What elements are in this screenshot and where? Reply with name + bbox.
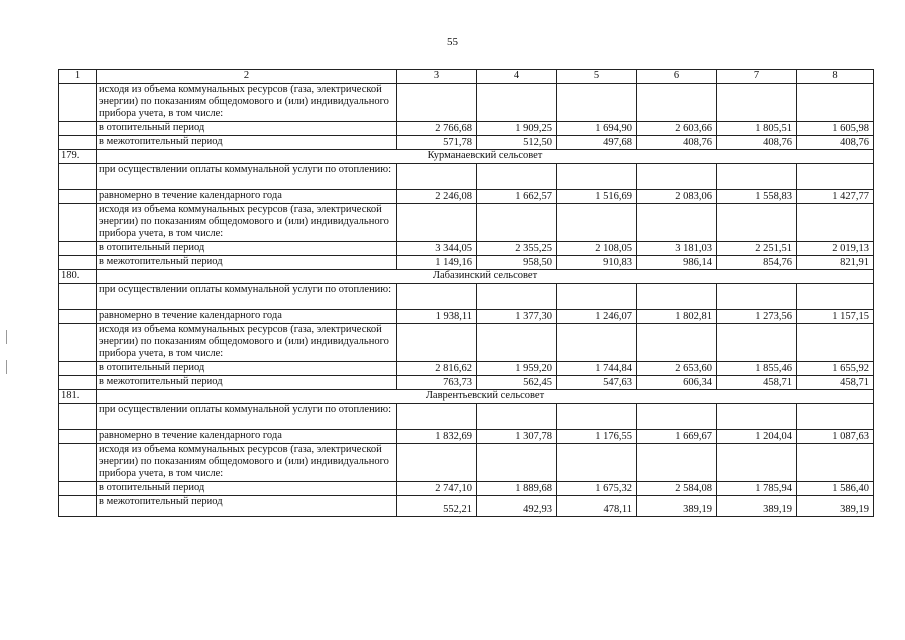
row-label: равномерно в течение календарного года xyxy=(97,430,397,444)
value-cell xyxy=(397,84,477,122)
value-cell: 1 889,68 xyxy=(477,482,557,496)
value-cell: 1 855,46 xyxy=(717,362,797,376)
section-row xyxy=(59,270,874,284)
table-row xyxy=(59,404,874,430)
value-cell xyxy=(397,404,477,430)
column-header: 2 xyxy=(97,70,397,84)
value-cell xyxy=(557,284,637,310)
value-cell: 1 675,32 xyxy=(557,482,637,496)
row-label: при осуществлении оплаты коммунальной услуги по отоплению: xyxy=(97,404,397,430)
value-cell: 1 157,15 xyxy=(797,310,874,324)
row-label: при осуществлении оплаты коммунальной услуги по отоплению: xyxy=(97,164,397,190)
table-row xyxy=(59,324,874,362)
value-cell: 1 805,51 xyxy=(717,122,797,136)
table-row xyxy=(59,284,874,310)
value-cell xyxy=(717,164,797,190)
table-row xyxy=(59,310,874,324)
row-number-cell xyxy=(59,122,97,136)
value-cell: 1 307,78 xyxy=(477,430,557,444)
value-cell xyxy=(477,84,557,122)
value-cell xyxy=(557,404,637,430)
value-cell xyxy=(797,204,874,242)
value-cell: 1 655,92 xyxy=(797,362,874,376)
table-row xyxy=(59,496,874,517)
row-number-cell xyxy=(59,190,97,204)
value-cell: 1 605,98 xyxy=(797,122,874,136)
value-cell xyxy=(557,164,637,190)
value-cell xyxy=(637,84,717,122)
value-cell: 1 832,69 xyxy=(397,430,477,444)
value-cell: 1 909,25 xyxy=(477,122,557,136)
table-row xyxy=(59,444,874,482)
value-cell: 408,76 xyxy=(717,136,797,150)
section-number: 181. xyxy=(59,390,97,404)
value-cell: 2 766,68 xyxy=(397,122,477,136)
row-number-cell xyxy=(59,136,97,150)
value-cell: 571,78 xyxy=(397,136,477,150)
value-cell: 986,14 xyxy=(637,256,717,270)
value-cell: 2 108,05 xyxy=(557,242,637,256)
row-number-cell xyxy=(59,362,97,376)
value-cell xyxy=(637,324,717,362)
value-cell: 458,71 xyxy=(717,376,797,390)
section-row xyxy=(59,390,874,404)
row-label: в межотопительный период xyxy=(97,496,397,517)
value-cell: 763,73 xyxy=(397,376,477,390)
value-cell: 1 694,90 xyxy=(557,122,637,136)
value-cell xyxy=(717,324,797,362)
value-cell xyxy=(637,164,717,190)
row-label: в межотопительный период xyxy=(97,256,397,270)
value-cell: 1 802,81 xyxy=(637,310,717,324)
value-cell: 478,11 xyxy=(557,496,637,517)
value-cell: 1 662,57 xyxy=(477,190,557,204)
table-row xyxy=(59,204,874,242)
value-cell: 3 181,03 xyxy=(637,242,717,256)
value-cell xyxy=(557,204,637,242)
value-cell xyxy=(477,444,557,482)
value-cell: 1 669,67 xyxy=(637,430,717,444)
value-cell: 2 584,08 xyxy=(637,482,717,496)
column-header: 6 xyxy=(637,70,717,84)
row-number-cell xyxy=(59,242,97,256)
tariff-table xyxy=(58,69,874,517)
value-cell: 854,76 xyxy=(717,256,797,270)
table-row xyxy=(59,430,874,444)
value-cell: 2 246,08 xyxy=(397,190,477,204)
section-title: Лабазинский сельсовет xyxy=(97,270,874,284)
table-row xyxy=(59,362,874,376)
value-cell: 2 653,60 xyxy=(637,362,717,376)
value-cell: 552,21 xyxy=(397,496,477,517)
row-label: исходя из объема коммунальных ресурсов (газа, электрической энергии) по показаниям общедомового и (или) индивидуального прибора учета, в том числе: xyxy=(97,444,397,482)
value-cell: 1 516,69 xyxy=(557,190,637,204)
value-cell: 1 176,55 xyxy=(557,430,637,444)
section-row xyxy=(59,150,874,164)
value-cell: 1 087,63 xyxy=(797,430,874,444)
page-number: 55 xyxy=(447,36,458,48)
margin-mark xyxy=(6,360,7,374)
value-cell xyxy=(717,284,797,310)
row-label: равномерно в течение календарного года xyxy=(97,190,397,204)
row-number-cell xyxy=(59,310,97,324)
value-cell xyxy=(397,284,477,310)
row-label: в межотопительный период xyxy=(97,376,397,390)
value-cell xyxy=(477,404,557,430)
row-number-cell xyxy=(59,404,97,430)
row-number-cell xyxy=(59,164,97,190)
value-cell xyxy=(797,444,874,482)
value-cell: 1 785,94 xyxy=(717,482,797,496)
value-cell xyxy=(477,324,557,362)
value-cell: 492,93 xyxy=(477,496,557,517)
row-number-cell xyxy=(59,444,97,482)
value-cell xyxy=(717,404,797,430)
value-cell: 3 344,05 xyxy=(397,242,477,256)
row-number-cell xyxy=(59,84,97,122)
value-cell: 389,19 xyxy=(797,496,874,517)
value-cell: 408,76 xyxy=(637,136,717,150)
value-cell: 958,50 xyxy=(477,256,557,270)
section-title: Лаврентьевский сельсовет xyxy=(97,390,874,404)
value-cell xyxy=(557,444,637,482)
table-row xyxy=(59,190,874,204)
row-number-cell xyxy=(59,430,97,444)
value-cell: 1 744,84 xyxy=(557,362,637,376)
value-cell xyxy=(637,404,717,430)
table-body xyxy=(59,84,874,517)
table-row xyxy=(59,256,874,270)
value-cell: 389,19 xyxy=(637,496,717,517)
value-cell xyxy=(557,84,637,122)
row-number-cell xyxy=(59,324,97,362)
value-cell xyxy=(797,284,874,310)
value-cell: 2 603,66 xyxy=(637,122,717,136)
value-cell xyxy=(797,404,874,430)
section-number: 179. xyxy=(59,150,97,164)
value-cell: 1 246,07 xyxy=(557,310,637,324)
column-header: 1 xyxy=(59,70,97,84)
column-header: 5 xyxy=(557,70,637,84)
row-label: исходя из объема коммунальных ресурсов (газа, электрической энергии) по показаниям общедомового и (или) индивидуального прибора учета, в том числе: xyxy=(97,84,397,122)
value-cell: 408,76 xyxy=(797,136,874,150)
row-number-cell xyxy=(59,376,97,390)
value-cell xyxy=(477,204,557,242)
value-cell: 2 816,62 xyxy=(397,362,477,376)
value-cell: 512,50 xyxy=(477,136,557,150)
table-row xyxy=(59,136,874,150)
table-row xyxy=(59,164,874,190)
table-row xyxy=(59,482,874,496)
column-header-row xyxy=(59,70,874,84)
row-label: в межотопительный период xyxy=(97,136,397,150)
value-cell: 1 204,04 xyxy=(717,430,797,444)
column-header: 3 xyxy=(397,70,477,84)
value-cell xyxy=(637,204,717,242)
value-cell xyxy=(397,324,477,362)
table-row xyxy=(59,84,874,122)
value-cell xyxy=(637,284,717,310)
value-cell xyxy=(797,324,874,362)
value-cell: 606,34 xyxy=(637,376,717,390)
value-cell: 2 747,10 xyxy=(397,482,477,496)
row-label: исходя из объема коммунальных ресурсов (газа, электрической энергии) по показаниям общедомового и (или) индивидуального прибора учета, в том числе: xyxy=(97,324,397,362)
row-label: равномерно в течение календарного года xyxy=(97,310,397,324)
value-cell: 547,63 xyxy=(557,376,637,390)
value-cell: 497,68 xyxy=(557,136,637,150)
column-header: 4 xyxy=(477,70,557,84)
row-label: в отопительный период xyxy=(97,362,397,376)
value-cell xyxy=(717,444,797,482)
value-cell: 562,45 xyxy=(477,376,557,390)
value-cell xyxy=(397,204,477,242)
value-cell: 1 558,83 xyxy=(717,190,797,204)
value-cell: 2 019,13 xyxy=(797,242,874,256)
value-cell: 1 273,56 xyxy=(717,310,797,324)
table-row xyxy=(59,242,874,256)
row-number-cell xyxy=(59,496,97,517)
row-label: при осуществлении оплаты коммунальной услуги по отоплению: xyxy=(97,284,397,310)
value-cell: 2 355,25 xyxy=(477,242,557,256)
row-label: в отопительный период xyxy=(97,482,397,496)
value-cell: 821,91 xyxy=(797,256,874,270)
row-label: исходя из объема коммунальных ресурсов (газа, электрической энергии) по показаниям общедомового и (или) индивидуального прибора учета, в том числе: xyxy=(97,204,397,242)
margin-mark xyxy=(6,330,7,344)
value-cell xyxy=(717,84,797,122)
value-cell: 1 427,77 xyxy=(797,190,874,204)
value-cell xyxy=(477,284,557,310)
value-cell xyxy=(637,444,717,482)
value-cell xyxy=(397,444,477,482)
row-number-cell xyxy=(59,256,97,270)
table-row xyxy=(59,122,874,136)
row-label: в отопительный период xyxy=(97,242,397,256)
value-cell xyxy=(717,204,797,242)
row-number-cell xyxy=(59,284,97,310)
value-cell xyxy=(797,164,874,190)
column-header: 7 xyxy=(717,70,797,84)
value-cell: 910,83 xyxy=(557,256,637,270)
value-cell: 1 377,30 xyxy=(477,310,557,324)
section-title: Курманаевский сельсовет xyxy=(97,150,874,164)
value-cell: 1 938,11 xyxy=(397,310,477,324)
table-row xyxy=(59,376,874,390)
value-cell: 458,71 xyxy=(797,376,874,390)
value-cell xyxy=(797,84,874,122)
row-number-cell xyxy=(59,204,97,242)
row-number-cell xyxy=(59,482,97,496)
value-cell xyxy=(477,164,557,190)
value-cell: 1 149,16 xyxy=(397,256,477,270)
value-cell: 1 586,40 xyxy=(797,482,874,496)
value-cell xyxy=(397,164,477,190)
value-cell: 2 083,06 xyxy=(637,190,717,204)
value-cell xyxy=(557,324,637,362)
value-cell: 1 959,20 xyxy=(477,362,557,376)
row-label: в отопительный период xyxy=(97,122,397,136)
value-cell: 389,19 xyxy=(717,496,797,517)
section-number: 180. xyxy=(59,270,97,284)
column-header: 8 xyxy=(797,70,874,84)
value-cell: 2 251,51 xyxy=(717,242,797,256)
